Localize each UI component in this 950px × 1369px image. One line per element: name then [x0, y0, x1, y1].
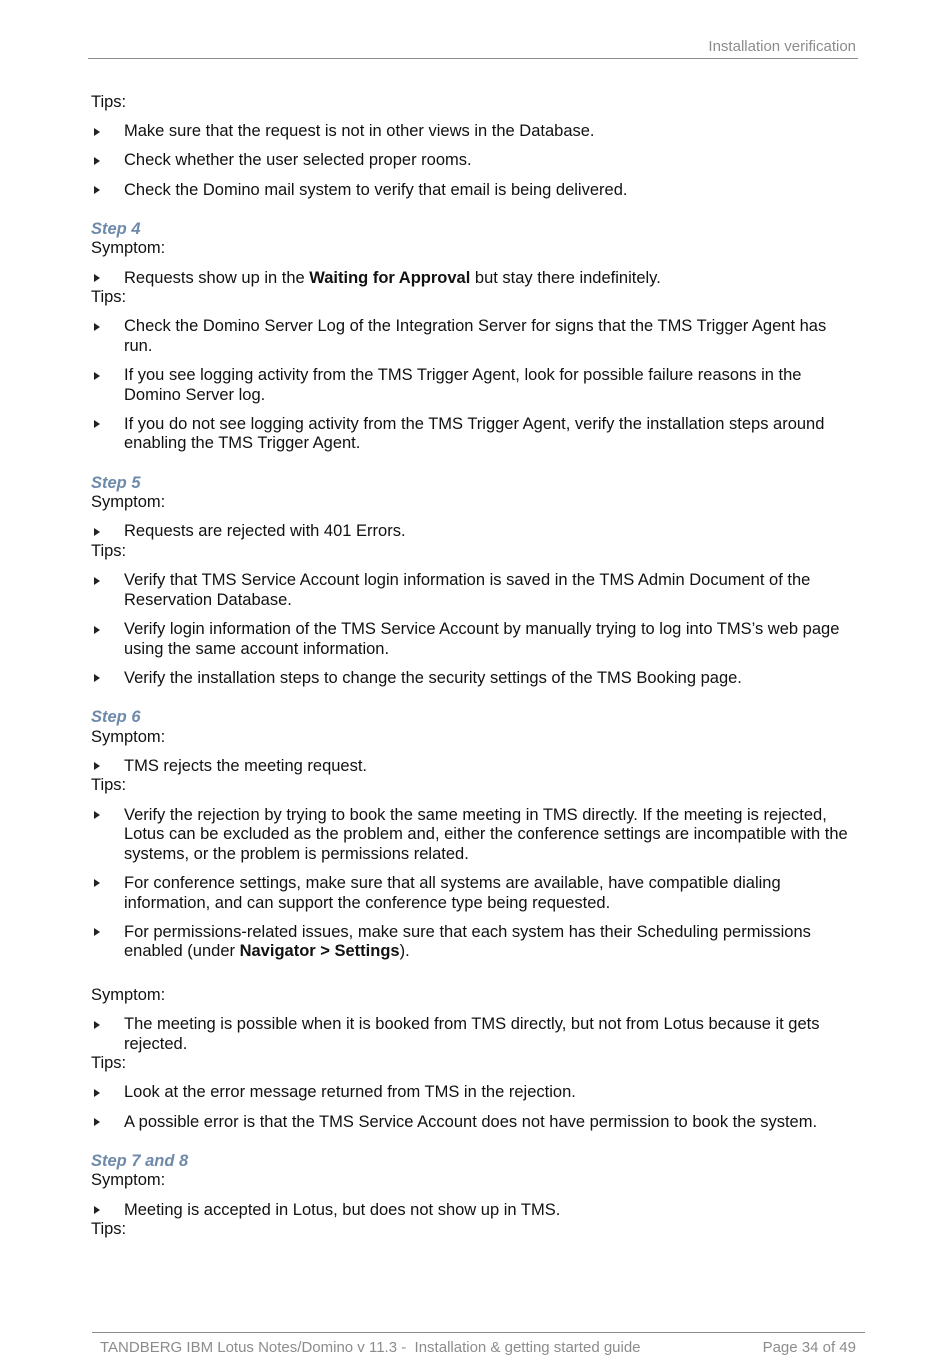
- bullet-bold-text: Waiting for Approval: [309, 268, 471, 287]
- symptom-label: Symptom:: [91, 493, 166, 512]
- header-divider: [88, 58, 858, 59]
- bullet-item: Requests are rejected with 401 Errors.: [91, 522, 851, 542]
- bullet-item: The meeting is possible when it is booked from TMS directly, but not from Lotus because it gets rejected.: [91, 1015, 851, 1054]
- bullet-item: For conference settings, make sure that all systems are available, have compatible dialing information, and can support the conference type being requested.: [91, 874, 851, 913]
- tips-label: Tips:: [91, 288, 127, 307]
- bullet-text: ).: [399, 942, 410, 961]
- symptom-label: Symptom:: [91, 727, 166, 746]
- bullet-item: Verify the rejection by trying to book the same meeting in TMS directly. If the meeting is rejected, Lotus can be excluded as the problem and, either the conference settings are incompatible with the systems, or the problem is permissions related.: [91, 806, 851, 865]
- bullet-item: Meeting is accepted in Lotus, but does not show up in TMS.: [91, 1201, 851, 1221]
- bullet-item: Look at the error message returned from TMS in the rejection.: [91, 1083, 851, 1103]
- symptom-label: Symptom:: [91, 985, 166, 1004]
- header-section-title: Installation verification: [708, 38, 856, 55]
- bullet-item: Check the Domino Server Log of the Integration Server for signs that the TMS Trigger Agent has run.: [91, 317, 851, 356]
- symptom-label: Symptom:: [91, 1171, 166, 1190]
- bullet-item: Verify the installation steps to change the security settings of the TMS Booking page.: [91, 669, 851, 689]
- tips-label: Tips:: [91, 776, 127, 795]
- tips-label: Tips:: [91, 542, 127, 561]
- bullet-item: Verify that TMS Service Account login information is saved in the TMS Admin Document of the Reservation Database.: [91, 571, 851, 610]
- step-heading: Step 4: [91, 219, 141, 238]
- step4-section: [91, 220, 851, 454]
- document-body: [91, 93, 851, 1240]
- bullet-item: Verify login information of the TMS Service Account by manually trying to log into TMS’s web page using the same account information.: [91, 620, 851, 659]
- bullet-item: TMS rejects the meeting request.: [91, 757, 851, 777]
- bullet-item: Make sure that the request is not in other views in the Database.: [91, 122, 851, 142]
- symptom-label: Symptom:: [91, 239, 166, 258]
- bullet-item: Check the Domino mail system to verify that email is being delivered.: [91, 181, 851, 201]
- bullet-text: For permissions-related issues, make sure that each system has their Scheduling permissions enabled (under: [124, 922, 811, 961]
- bullet-item: [91, 269, 851, 289]
- tips-label: Tips:: [91, 1054, 127, 1073]
- step-heading: Step 7 and 8: [91, 1151, 189, 1170]
- bullet-item: A possible error is that the TMS Service Account does not have permission to book the system.: [91, 1113, 851, 1133]
- tips-label: Tips:: [91, 1220, 127, 1239]
- bullet-bold-text: Navigator > Settings: [239, 942, 400, 961]
- intro-section: [91, 93, 851, 200]
- footer-divider: [92, 1332, 865, 1333]
- step5-section: [91, 474, 851, 689]
- step-heading: Step 5: [91, 473, 141, 492]
- bullet-item: Check whether the user selected proper rooms.: [91, 151, 851, 171]
- step-heading: Step 6: [91, 707, 141, 726]
- bullet-item: If you see logging activity from the TMS Trigger Agent, look for possible failure reasons in the Domino Server log.: [91, 366, 851, 405]
- footer-doc-title: TANDBERG IBM Lotus Notes/Domino v 11.3 - Installation & getting started guide: [100, 1339, 641, 1356]
- footer-page-number: Page 34 of 49: [762, 1339, 856, 1356]
- tips-label: Tips:: [91, 93, 127, 111]
- bullet-item: [91, 923, 851, 962]
- step78-section: [91, 1152, 851, 1240]
- step6-section: [91, 708, 851, 1132]
- bullet-item: If you do not see logging activity from the TMS Trigger Agent, verify the installation steps around enabling the TMS Trigger Agent.: [91, 415, 851, 454]
- bullet-text: but stay there indefinitely.: [470, 268, 661, 287]
- bullet-text: Requests show up in the: [124, 268, 310, 287]
